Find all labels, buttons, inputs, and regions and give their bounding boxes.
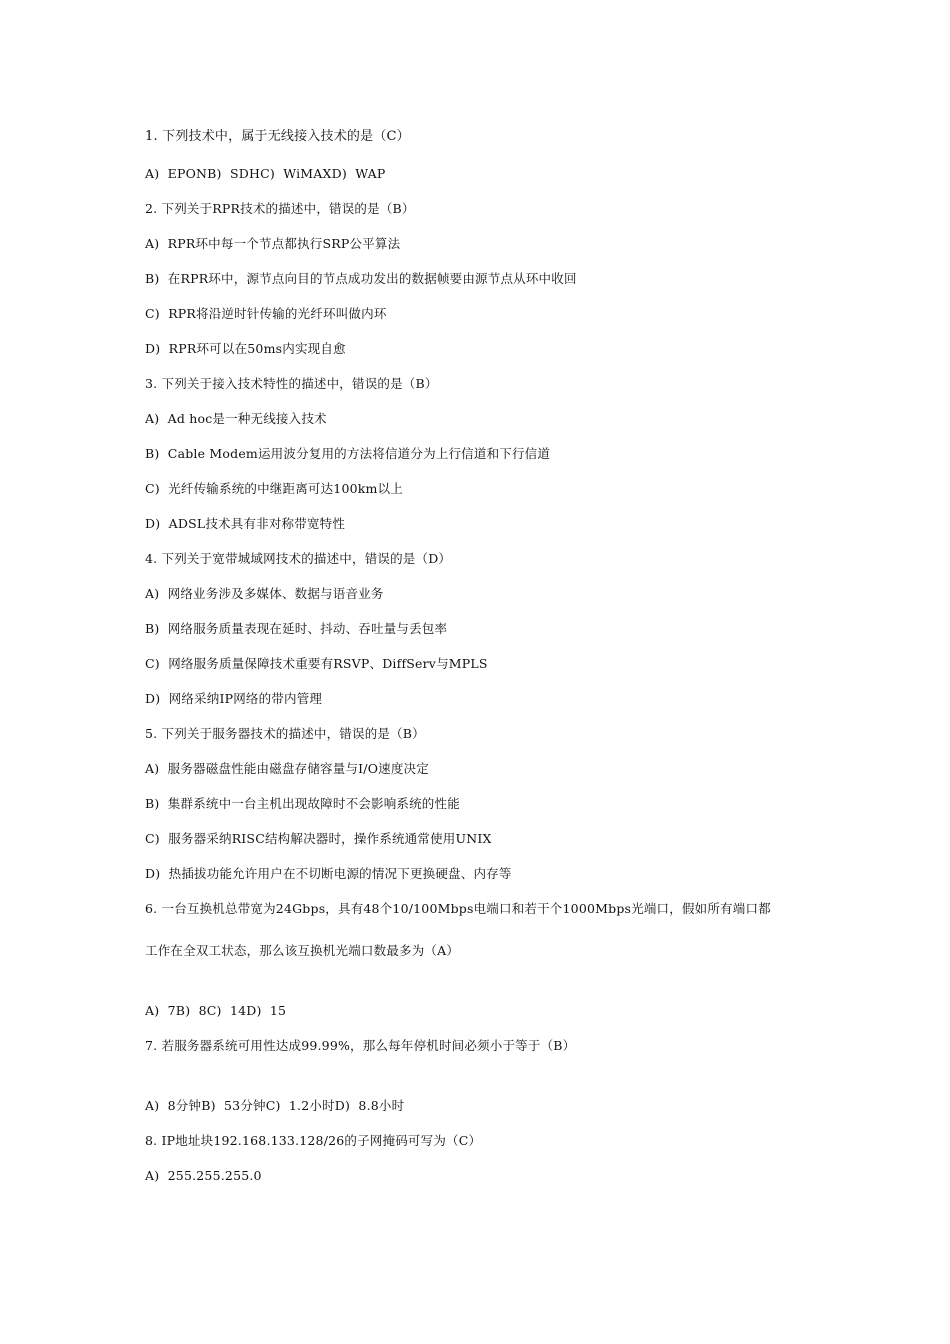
question-4-option-d: D) 网络采纳IP网络的带内管理 [145,691,323,706]
question-5-option-c: C) 服务器采纳RISC结构解决器时，操作系统通常使用UNIX [145,831,492,846]
question-4: 4. 下列关于宽带城域网技术的描述中，错误的是（D） [145,551,452,566]
question-3-option-a: A) Ad hoc是一种无线接入技术 [145,411,327,426]
question-3-option-d: D) ADSL技术具有非对称带宽特性 [145,516,346,531]
question-3-option-b: B) Cable Modem运用波分复用的方法将信道分为上行信道和下行信道 [145,446,551,461]
question-6: 6. 一台互换机总带宽为24Gbps，具有48个10/100Mbps电端口和若干个1000Mbps光端口，假如所有端口都 [145,901,771,916]
question-5-option-d: D) 热插拔功能允许用户在不切断电源的情况下更换硬盘、内存等 [145,866,512,881]
question-2-option-c: C) RPR将沿逆时针传输的光纤环叫做内环 [145,306,387,321]
question-2: 2. 下列关于RPR技术的描述中，错误的是（B） [145,201,415,216]
question-7: 7. 若服务器系统可用性达成99.99%，那么每年停机时间必须小于等于（B） [145,1038,576,1053]
question-6-continued: 工作在全双工状态，那么该互换机光端口数最多为（A） [145,943,460,958]
question-5: 5. 下列关于服务器技术的描述中，错误的是（B） [145,726,425,741]
question-5-option-b: B) 集群系统中一台主机出现故障时不会影响系统的性能 [145,796,460,811]
question-1: 1. 下列技术中，属于无线接入技术的是（C） [145,129,410,144]
question-5-option-a: A) 服务器磁盘性能由磁盘存储容量与I/O速度决定 [145,761,429,776]
question-8: 8. IP地址块192.168.133.128/26的子网掩码可写为（C） [145,1133,482,1148]
question-2-option-a: A) RPR环中每一个节点都执行SRP公平算法 [145,236,401,251]
question-4-option-c: C) 网络服务质量保障技术重要有RSVP、DiffServ与MPLS [145,656,488,671]
question-7-options: A) 8分钟B) 53分钟C) 1.2小时D) 8.8小时 [145,1098,405,1113]
question-6-options: A) 7B) 8C) 14D) 15 [145,1003,287,1018]
question-4-option-a: A) 网络业务涉及多媒体、数据与语音业务 [145,586,384,601]
question-8-option-a: A) 255.255.255.0 [145,1168,262,1183]
question-2-option-b: B) 在RPR环中，源节点向目的节点成功发出的数据帧要由源节点从环中收回 [145,271,577,286]
question-3-option-c: C) 光纤传输系统的中继距离可达100km以上 [145,481,403,496]
question-4-option-b: B) 网络服务质量表现在延时、抖动、吞吐量与丢包率 [145,621,448,636]
question-2-option-d: D) RPR环可以在50ms内实现自愈 [145,341,346,356]
question-3: 3. 下列关于接入技术特性的描述中，错误的是（B） [145,376,438,391]
question-1-options: A) EPONB) SDHC) WiMAXD) WAP [145,166,386,181]
